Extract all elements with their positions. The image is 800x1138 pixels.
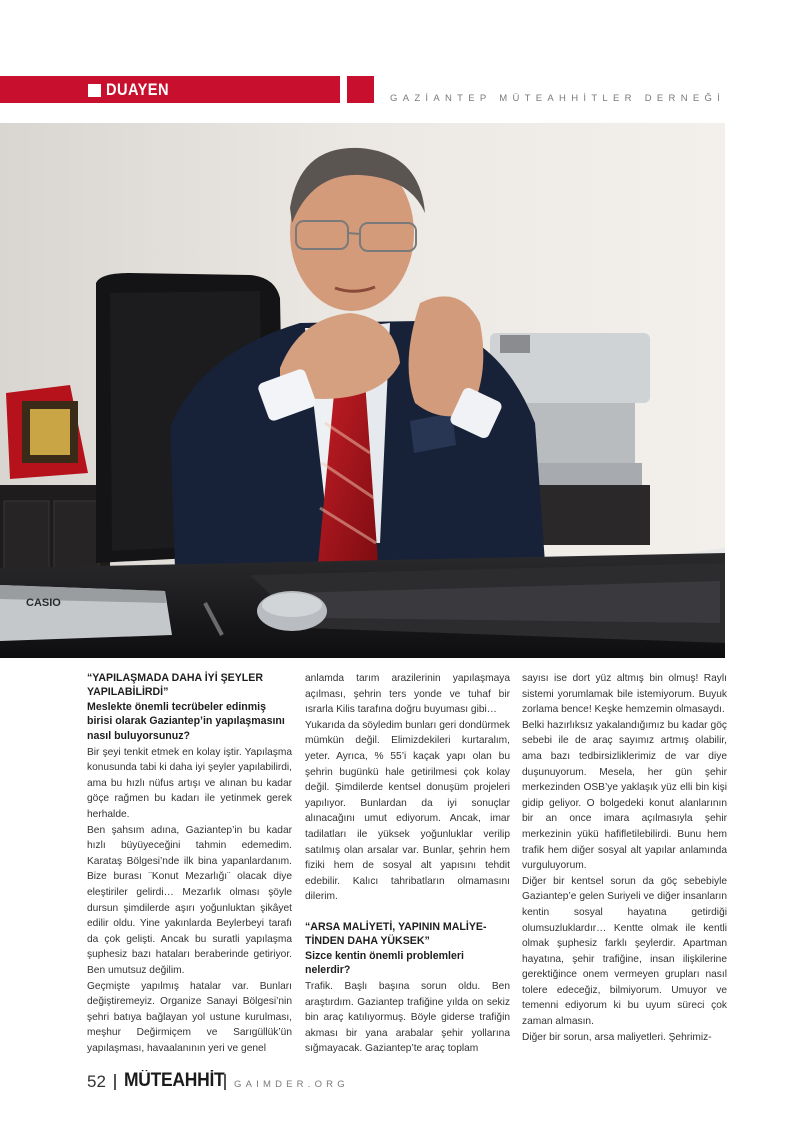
section-marker-square — [88, 84, 101, 97]
footer-divider — [114, 1074, 116, 1090]
interview-question-1: Meslekte önemli tecrübeler edinmiş birisi olarak Gaziantep’in yapılaşmasını nasıl buluyorsunuz? — [87, 700, 285, 742]
paragraph: Diğer bir kentsel sorun da göç sebebiyle Gaziantep’e gelen Suriyeli ve diğer insanların kentin sosyal hayatına getirdiği olumsuzluklardır… Kentte olmak ile kentli olmak şuphesiz farklı şeylerdir. Apartman hayatına, şehir trafiğine, insan ilişkilerine gerektiğince onem vermeyen grupları nasıl tolere edeceğiz, bilmiyorum. Umuyor ve temenni ediyorum ki bu uyum süreci çok zaman almasın. — [522, 875, 727, 1028]
section-heading-2-line-2: TİNDEN DAHA YÜKSEK” — [305, 935, 430, 948]
header-accent-square — [347, 76, 374, 103]
interview-question-2: Sizce kentin önemli problemleri nelerdir? — [305, 949, 464, 977]
footer-divider — [224, 1074, 226, 1090]
article-column-1 — [87, 671, 292, 1056]
organization-name: GAZİANTEP MÜTEAHHİTLER DERNEĞİ — [390, 93, 726, 104]
paragraph: sayısı ise dort yüz altmış bin olmuş! Raylı sistemi yorumlamak bile istemiyorum. Buyuk zorlama bence! Keşke hemzemin olmasaydı. — [522, 673, 727, 716]
section-title: DUAYEN — [106, 80, 169, 99]
section-heading-2-line-1: “ARSA MALİYETİ, YAPININ MALİYE- — [305, 920, 487, 933]
paragraph: Belki hazırlıksız yakalandığımız bu kadar göç sebebi ile de araç sayımız artmış olabilir, ama bazı tedbirsizliklerimiz de var diye duşunuyorum. Mesela, her gün şehir merkezinden OSB’ye yaklaşık yüz elli bin kişi gidip geliyor. O bolgedeki konut alanlarının bir an once imara açılmasıyla şehir merkezinin yükü hafifletilebilirdi. Bunu hem trafik hem diğer sosyal alt yapılar anlamında vurguluyorum. — [522, 719, 727, 872]
website-url: GAIMDER.ORG — [234, 1079, 349, 1090]
section-header-bar — [0, 76, 340, 103]
paragraph: anlamda tarım arazilerinin yapılaşmaya açılması, şehrin ters yonde ve tuhaf bir ısrarla Kilis tarafına doğru buyuması gibi… — [305, 673, 510, 716]
paragraph: Ben şahsım adına, Gaziantep’in bu kadar hızlı büyüyeceğini tahmin edemedim. Karataş Bölgesi’nde ilk bina yapanlardanım. Bize burası ¨Konut Mezarlığı¨ olacak diye eleştiriler gelirdi… Mezarlık olması şöyle dursun şimdilerde aşırı yoğunluktan şikâyet edilir oldu. Yine yakınlarda Beylerbeyi tarafı da çok gelişti. Ancak bu suratli yapılaşma şuphesiz bazı hataları beraberinde getiriyor. Ben umutsuz değilim. — [87, 824, 292, 976]
spacer — [305, 905, 510, 920]
calculator-brand-text: CASIO — [26, 597, 61, 609]
section-heading-1-line-2: YAPILABİLİRDİ” — [87, 686, 169, 699]
page-number: 52 — [87, 1072, 106, 1091]
article-column-2 — [305, 671, 510, 1057]
paragraph: Trafik. Başlı başına sorun oldu. Ben araştırdım. Gaziantep trafiğine yılda on sekiz bin araç katılıyormuş. Böyle giderse trafiğin akması bir yana arabalar şehir yollarına sığmayacak. Gaziantep’te araç toplam — [305, 980, 510, 1055]
paragraph: Yukarıda da söyledim bunları geri dondürmek mümkün değil. Elimizdekileri kurtaralım, yeter. Ayrıca, % 55’i kaçak yapı olan bu şehrin bugünkü hale getirilmesi çok kolay değil. Şimdilerde kentsel donuşüm projeleri yapılıyor. Bunlardan da iyi sonuçlar alınacağını umut ediyorum. Ancak, imar tadilatları ile yüksek yoğunluklar verilip satılmış olan arsalar var. Bunlar, şehrin hem fiziki hem de sosyal alt yapısını tehdit edebilir. Kalıcı tahribatların olmamasını dilerim. — [305, 719, 510, 903]
magazine-logo: MÜTEAHHİT — [124, 1070, 225, 1091]
section-heading-1-line-1: “YAPILAŞMADA DAHA İYİ ŞEYLER — [87, 672, 263, 684]
paragraph: Bir şeyi tenkit etmek en kolay iştir. Yapılaşma konusunda tabi ki daha iyi şeyler yapılabilirdi, ama bu hızlı nüfus artışı ve alınan bu kadar göçe rağmen bu kadarı ile yetinmek gerek herhalde. — [87, 746, 292, 820]
paragraph: Diğer bir sorun, arsa maliyetleri. Şehrimiz- — [522, 1031, 712, 1043]
article-column-3 — [522, 671, 727, 1045]
interview-photo — [0, 123, 725, 658]
paragraph: Geçmişte yapılmış hatalar var. Bunları değiştiremeyiz. Organize Sanayi Bölgesi’nin şehri batıya bağlayan yol ustune kurulması, meşhur Değirmiçem ve Sarıgüllük’ün yapılaşması, havaalanının yeri ve genel — [87, 980, 292, 1054]
